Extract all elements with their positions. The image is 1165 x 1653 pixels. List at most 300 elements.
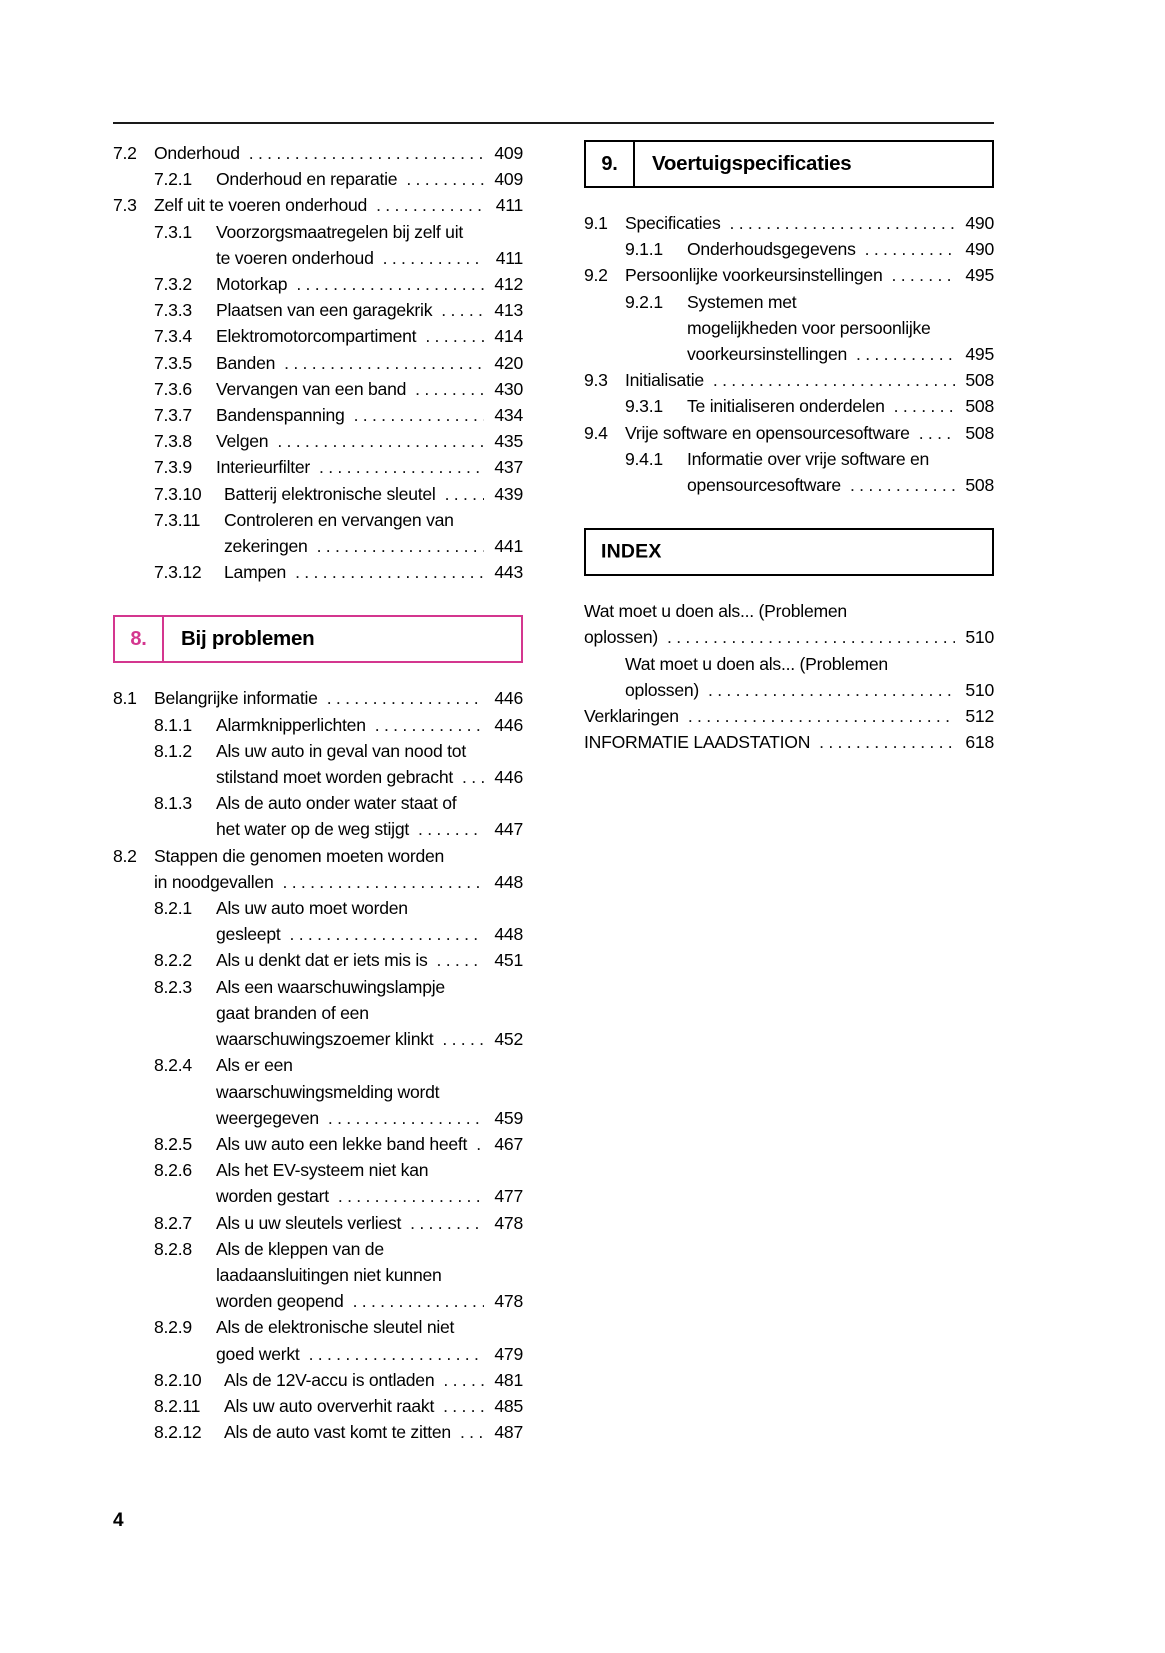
toc-entry-body — [687, 393, 994, 419]
toc-entry[interactable] — [113, 1131, 523, 1157]
toc-entry-label: het water op de weg stijgt — [216, 819, 410, 840]
toc-entry-line — [216, 764, 523, 790]
toc-leader-dots — [418, 816, 484, 842]
toc-entry-number: 8.2.4 — [154, 1055, 192, 1076]
toc-entry-line — [687, 315, 994, 341]
toc-entry-label: Als u denkt dat er iets mis is — [216, 950, 428, 971]
index-entry-body — [584, 729, 994, 755]
toc-leader-dots — [713, 367, 955, 393]
index-entry[interactable] — [584, 703, 994, 729]
toc-entry-label: Initialisatie — [625, 370, 704, 391]
toc-entry-label: Alarmknipperlichten — [216, 714, 366, 735]
toc-page-number: 437 — [494, 457, 523, 478]
toc-entry[interactable] — [113, 843, 523, 895]
toc-entry-number: 9.1 — [584, 213, 608, 233]
toc-entry-body — [216, 323, 523, 349]
toc-entry-body — [687, 289, 994, 368]
toc-entry-body — [224, 481, 523, 507]
toc-leader-dots — [425, 323, 484, 349]
toc-entry-line — [154, 192, 523, 218]
toc-entry-label: Als het EV-systeem niet kan — [216, 1160, 429, 1181]
toc-leader-dots — [383, 245, 484, 271]
chapter-heading-9[interactable] — [584, 140, 994, 188]
toc-entry-line — [687, 393, 994, 419]
toc-entry-line — [216, 219, 523, 245]
toc-page-number: 435 — [494, 431, 523, 452]
toc-entry-label: Als uw auto een lekke band heeft — [216, 1133, 468, 1154]
toc-entry-label: worden gestart — [216, 1186, 329, 1207]
toc-entry-label: oplossen) — [625, 679, 700, 700]
toc-entry-line — [216, 738, 523, 764]
toc-entry-number: 8.2.3 — [154, 976, 192, 997]
toc-entry[interactable] — [113, 685, 523, 711]
toc-leader-dots — [353, 1288, 484, 1314]
toc-entry[interactable] — [113, 947, 523, 973]
toc-list-chapter-9 — [584, 210, 994, 498]
toc-entry[interactable] — [113, 790, 523, 842]
toc-entry-line — [224, 1367, 523, 1393]
page-number: 4 — [113, 1510, 124, 1531]
toc-page-number: 481 — [494, 1369, 523, 1390]
toc-entry-label: Zelf uit te voeren onderhoud — [154, 195, 368, 216]
toc-page-number: 414 — [494, 326, 523, 347]
toc-entry-body — [216, 376, 523, 402]
toc-leader-dots — [283, 869, 484, 895]
toc-entry-line — [625, 210, 994, 236]
toc-entry-body — [216, 947, 523, 973]
toc-entry-line — [687, 236, 994, 262]
toc-entry[interactable] — [113, 428, 523, 454]
toc-page-number: 446 — [494, 688, 523, 709]
toc-leader-dots — [327, 685, 484, 711]
toc-entry-number: 9.3.1 — [625, 396, 663, 417]
toc-page-number: 448 — [494, 871, 523, 892]
toc-page-number: 510 — [965, 627, 994, 648]
toc-page-number: 413 — [494, 300, 523, 321]
toc-entry-body — [216, 297, 523, 323]
toc-entry-number: 8.1 — [113, 688, 137, 709]
toc-leader-dots — [410, 1210, 484, 1236]
toc-entry-label: Informatie over vrije software en — [687, 448, 930, 469]
toc-entry-label: INFORMATIE LAADSTATION — [584, 732, 811, 753]
toc-leader-dots — [819, 729, 955, 755]
toc-entry-line — [216, 402, 523, 428]
toc-entry[interactable] — [113, 297, 523, 323]
toc-page-number: 618 — [965, 732, 994, 753]
toc-entry-body — [154, 192, 523, 218]
toc-page-number: 452 — [494, 1029, 523, 1050]
toc-entry-line — [224, 507, 523, 533]
toc-entry[interactable] — [113, 192, 523, 218]
toc-entry-label: Persoonlijke voorkeursinstellingen — [625, 265, 883, 286]
toc-entry[interactable] — [113, 166, 523, 192]
toc-entry-line — [216, 350, 523, 376]
toc-page-number: 459 — [494, 1107, 523, 1128]
index-entry[interactable] — [584, 729, 994, 755]
toc-entry-label: Wat moet u doen als... (Problemen — [584, 601, 847, 622]
toc-entry[interactable] — [113, 1157, 523, 1209]
toc-page-number: 490 — [965, 213, 994, 233]
toc-entry-body — [216, 1052, 523, 1131]
toc-entry[interactable] — [113, 376, 523, 402]
toc-entry-label: Onderhoud en reparatie — [216, 169, 398, 190]
toc-entry-label: Bandenspanning — [216, 405, 345, 426]
toc-entry-body — [687, 236, 994, 262]
toc-entry-line — [216, 1236, 523, 1262]
toc-leader-dots — [462, 764, 484, 790]
toc-entry-number: 8.2.2 — [154, 950, 192, 971]
toc-entry-line — [216, 454, 523, 480]
toc-entry-line — [216, 1157, 523, 1183]
toc-entry-label: laadaansluitingen niet kunnen — [216, 1264, 442, 1285]
toc-entry[interactable] — [113, 402, 523, 428]
toc-entry-label: goed werkt — [216, 1343, 300, 1364]
right-column — [584, 140, 994, 1445]
toc-page-number: 508 — [965, 396, 994, 417]
toc-entry[interactable] — [584, 262, 994, 288]
toc-entry-line — [216, 1210, 523, 1236]
toc-page-number: 409 — [494, 169, 523, 190]
toc-entry-line — [216, 895, 523, 921]
toc-leader-dots — [284, 350, 484, 376]
toc-page-number: 411 — [495, 195, 523, 216]
toc-entry-label: in noodgevallen — [154, 871, 274, 892]
toc-entry[interactable] — [113, 1052, 523, 1131]
toc-entry-line — [224, 1393, 523, 1419]
toc-entry-label: gaat branden of een — [216, 1002, 369, 1023]
toc-entry[interactable] — [584, 210, 994, 236]
toc-entry-label: Onderhoud — [154, 143, 240, 163]
toc-entry-label: Lampen — [224, 562, 287, 583]
toc-entry-label: Vrije software en opensourcesoftware — [625, 422, 910, 443]
toc-page-number: 478 — [494, 1291, 523, 1312]
toc-page-number: 409 — [494, 143, 523, 163]
toc-page-number: 412 — [494, 274, 523, 295]
toc-entry-line — [154, 869, 523, 895]
toc-entry-body — [154, 140, 523, 166]
toc-entry-line — [584, 598, 994, 624]
toc-entry-line — [625, 420, 994, 446]
toc-entry-number: 8.1.3 — [154, 793, 192, 814]
toc-page-number: 508 — [965, 475, 994, 496]
toc-entry-body — [687, 446, 994, 498]
toc-page-number: 510 — [965, 679, 994, 700]
toc-entry-body — [216, 1131, 523, 1157]
toc-entry[interactable] — [113, 895, 523, 947]
toc-entry-label: Als de auto onder water staat of — [216, 793, 457, 814]
toc-leader-dots — [442, 1026, 484, 1052]
toc-entry-line — [216, 1026, 523, 1052]
toc-entry-number: 8.1.1 — [154, 714, 192, 735]
toc-entry-number: 7.3.1 — [154, 221, 192, 242]
index-entry[interactable] — [584, 598, 994, 650]
toc-entry-line — [216, 271, 523, 297]
toc-entry-line — [625, 262, 994, 288]
toc-entry-line — [584, 703, 994, 729]
toc-entry[interactable] — [113, 559, 523, 585]
toc-entry-number: 7.3.11 — [154, 509, 201, 530]
toc-entry-line — [216, 166, 523, 192]
toc-entry[interactable] — [584, 420, 994, 446]
toc-entry[interactable] — [584, 367, 994, 393]
toc-entry-label: Onderhoudsgegevens — [687, 239, 856, 260]
toc-entry-label: stilstand moet worden gebracht — [216, 767, 453, 788]
toc-entry-label: Stappen die genomen moeten worden — [154, 845, 445, 866]
toc-entry-number: 7.3.9 — [154, 457, 192, 478]
toc-entry-number: 7.3.6 — [154, 378, 192, 399]
toc-page-number: 477 — [494, 1186, 523, 1207]
toc-leader-dots — [476, 1131, 484, 1157]
toc-entry-label: oplossen) — [584, 627, 659, 648]
toc-entry-label: Als de auto vast komt te zitten — [224, 1422, 451, 1443]
toc-entry-number: 8.2.11 — [154, 1395, 201, 1416]
toc-entry-body — [625, 210, 994, 236]
toc-entry-body — [224, 559, 523, 585]
toc-leader-dots — [249, 140, 484, 166]
toc-entry-line — [216, 816, 523, 842]
toc-entry-label: waarschuwingsmelding wordt — [216, 1081, 440, 1102]
toc-entry-label: Elektromotorcompartiment — [216, 326, 417, 347]
toc-entry-label: Als uw auto moet worden — [216, 898, 408, 919]
toc-entry[interactable] — [584, 446, 994, 498]
toc-page-number: 420 — [494, 352, 523, 373]
toc-leader-dots — [441, 297, 484, 323]
toc-entry-label: Als uw auto oververhit raakt — [224, 1395, 435, 1416]
toc-entry-label: Voorzorgsmaatregelen bij zelf uit — [216, 221, 463, 242]
toc-entry-number: 7.2 — [113, 143, 137, 163]
toc-entry-label: Vervangen van een band — [216, 378, 407, 399]
toc-leader-dots — [688, 703, 955, 729]
chapter-number-8: 8. — [115, 617, 164, 661]
toc-entry-number: 7.3.4 — [154, 326, 192, 347]
toc-entry-line — [216, 245, 523, 271]
toc-entry[interactable] — [584, 393, 994, 419]
toc-entry-label: Specificaties — [625, 213, 721, 233]
toc-entry-body — [216, 790, 523, 842]
toc-entry-number: 9.3 — [584, 370, 608, 391]
toc-page-number: 485 — [494, 1395, 523, 1416]
toc-entry-number: 7.3 — [113, 195, 137, 216]
toc-entry-number: 7.3.3 — [154, 300, 192, 321]
toc-entry-line — [216, 1341, 523, 1367]
toc-entry-line — [687, 341, 994, 367]
index-heading[interactable] — [584, 528, 994, 576]
toc-leader-dots — [354, 402, 484, 428]
toc-entry[interactable] — [113, 323, 523, 349]
toc-entry[interactable] — [113, 1236, 523, 1315]
toc-leader-dots — [445, 481, 484, 507]
toc-page-number: 439 — [494, 483, 523, 504]
toc-page-number: 446 — [494, 767, 523, 788]
toc-leader-dots — [460, 1419, 484, 1445]
toc-entry-line — [224, 533, 523, 559]
toc-entry-number: 7.3.7 — [154, 405, 192, 426]
toc-leader-dots — [443, 1367, 484, 1393]
toc-entry-line — [154, 140, 523, 166]
toc-leader-dots — [295, 559, 484, 585]
toc-page-number: 495 — [965, 344, 994, 365]
toc-list-chapter-8 — [113, 685, 523, 1445]
toc-entry-label: gesleept — [216, 924, 281, 945]
toc-entry[interactable] — [113, 738, 523, 790]
toc-leader-dots — [277, 428, 484, 454]
toc-entry[interactable] — [113, 481, 523, 507]
toc-entry-number: 8.2.9 — [154, 1317, 192, 1338]
toc-entry-body — [154, 843, 523, 895]
toc-page-number: 447 — [494, 819, 523, 840]
index-entry[interactable] — [584, 651, 994, 703]
toc-page-number: 467 — [494, 1133, 523, 1154]
toc-entry-line — [216, 1262, 523, 1288]
toc-entry-body — [216, 454, 523, 480]
toc-entry-label: mogelijkheden voor persoonlijke — [687, 317, 931, 338]
toc-entry-number: 8.2.5 — [154, 1133, 192, 1154]
toc-entry-body — [625, 420, 994, 446]
toc-entry-line — [154, 843, 523, 869]
toc-entry-line — [687, 472, 994, 498]
toc-page-number: 495 — [965, 265, 994, 286]
toc-entry-body — [216, 402, 523, 428]
toc-entry[interactable] — [113, 1393, 523, 1419]
toc-entry[interactable] — [113, 350, 523, 376]
toc-page-number: 508 — [965, 370, 994, 391]
toc-entry-body — [224, 507, 523, 559]
toc-entry-body — [216, 271, 523, 297]
toc-entry-number: 8.2.8 — [154, 1238, 192, 1259]
toc-entry-label: Verklaringen — [584, 706, 679, 727]
toc-entry[interactable] — [113, 712, 523, 738]
toc-entry-label: Als uw auto in geval van nood tot — [216, 740, 466, 761]
toc-entry-line — [216, 1183, 523, 1209]
toc-entry-body — [154, 685, 523, 711]
toc-entry-number: 7.3.5 — [154, 352, 192, 373]
toc-page-number: 490 — [965, 239, 994, 260]
toc-entry[interactable] — [113, 454, 523, 480]
toc-entry-body — [216, 1236, 523, 1315]
toc-leader-dots — [856, 341, 955, 367]
toc-entry-line — [584, 624, 994, 650]
toc-entry[interactable] — [113, 1210, 523, 1236]
toc-entry[interactable] — [584, 289, 994, 368]
toc-page-number: 411 — [495, 247, 523, 268]
header-rule — [113, 122, 994, 124]
toc-entry-body — [216, 350, 523, 376]
toc-entry[interactable] — [113, 1367, 523, 1393]
toc-entry-line — [625, 651, 994, 677]
toc-page-number: 446 — [494, 714, 523, 735]
toc-entry-label: voorkeursinstellingen — [687, 344, 848, 365]
toc-entry-body — [224, 1393, 523, 1419]
toc-entry-label: Wat moet u doen als... (Problemen — [625, 653, 888, 674]
toc-entry-number: 7.2.1 — [154, 169, 192, 190]
toc-entry[interactable] — [113, 1314, 523, 1366]
toc-entry-body — [224, 1367, 523, 1393]
toc-entry[interactable] — [113, 271, 523, 297]
toc-leader-dots — [376, 192, 484, 218]
toc-list-chapter-7 — [113, 140, 523, 585]
toc-entry-label: Controleren en vervangen van — [224, 509, 454, 530]
toc-entry-label: Batterij elektronische sleutel — [224, 483, 436, 504]
toc-entry-label: Velgen — [216, 431, 269, 452]
toc-entry-label: waarschuwingszoemer klinkt — [216, 1029, 434, 1050]
toc-leader-dots — [375, 712, 484, 738]
toc-entry-number: 8.2.1 — [154, 898, 192, 919]
index-title: INDEX — [601, 540, 662, 563]
toc-entry-body — [216, 428, 523, 454]
toc-leader-dots — [667, 624, 955, 650]
toc-entry-number: 7.3.8 — [154, 431, 192, 452]
toc-leader-dots — [443, 1393, 484, 1419]
toc-entry-body — [216, 219, 523, 271]
toc-entry-number: 8.1.2 — [154, 740, 192, 761]
toc-entry-label: Als de elektronische sleutel niet — [216, 1317, 455, 1338]
toc-entry-number: 9.1.1 — [625, 239, 663, 260]
toc-leader-dots — [415, 376, 484, 402]
two-column-layout — [113, 140, 994, 1445]
toc-entry[interactable] — [113, 974, 523, 1053]
toc-entry-body — [216, 1157, 523, 1209]
toc-entry-label: Motorkap — [216, 274, 288, 295]
toc-entry[interactable] — [113, 219, 523, 271]
toc-leader-dots — [319, 454, 484, 480]
toc-entry-number: 9.4 — [584, 422, 608, 443]
toc-entry-label: Plaatsen van een garagekrik — [216, 300, 433, 321]
toc-entry-label: opensourcesoftware — [687, 475, 841, 496]
toc-entry[interactable] — [584, 236, 994, 262]
toc-entry-label: Als er een — [216, 1055, 293, 1076]
toc-entry-line — [216, 323, 523, 349]
toc-entry[interactable] — [113, 507, 523, 559]
toc-entry-line — [224, 559, 523, 585]
toc-leader-dots — [296, 271, 484, 297]
toc-page-number: 443 — [494, 562, 523, 583]
toc-entry-number: 7.3.10 — [154, 483, 202, 504]
toc-entry-line — [216, 376, 523, 402]
toc-page-number: 512 — [965, 706, 994, 727]
toc-entry-number: 8.2.12 — [154, 1422, 202, 1443]
toc-entry-label: worden geopend — [216, 1291, 344, 1312]
toc-entry-line — [625, 367, 994, 393]
toc-entry-body — [216, 895, 523, 947]
toc-page-number: 448 — [494, 924, 523, 945]
left-column — [113, 140, 523, 1445]
toc-entry-number: 9.2.1 — [625, 291, 663, 312]
toc-page-number: 451 — [494, 950, 523, 971]
toc-entry-line — [687, 446, 994, 472]
toc-entry-label: Te initialiseren onderdelen — [687, 396, 885, 417]
toc-entry-line — [216, 921, 523, 947]
toc-page-number: 479 — [494, 1343, 523, 1364]
toc-entry-line — [216, 1131, 523, 1157]
toc-entry[interactable] — [113, 140, 523, 166]
toc-entry[interactable] — [113, 1419, 523, 1445]
toc-leader-dots — [865, 236, 955, 262]
toc-entry-body — [216, 738, 523, 790]
toc-entry-line — [154, 685, 523, 711]
toc-entry-line — [687, 289, 994, 315]
chapter-heading-8[interactable] — [113, 615, 523, 663]
index-entry-body — [584, 703, 994, 729]
toc-entry-number: 9.2 — [584, 265, 608, 286]
toc-entry-line — [216, 974, 523, 1000]
toc-entry-body — [625, 367, 994, 393]
toc-leader-dots — [708, 677, 955, 703]
toc-entry-line — [584, 729, 994, 755]
toc-page-number: 441 — [494, 536, 523, 557]
chapter-title-9: Voertuigspecificaties — [652, 152, 852, 175]
toc-entry-line — [625, 677, 994, 703]
toc-entry-body — [216, 712, 523, 738]
